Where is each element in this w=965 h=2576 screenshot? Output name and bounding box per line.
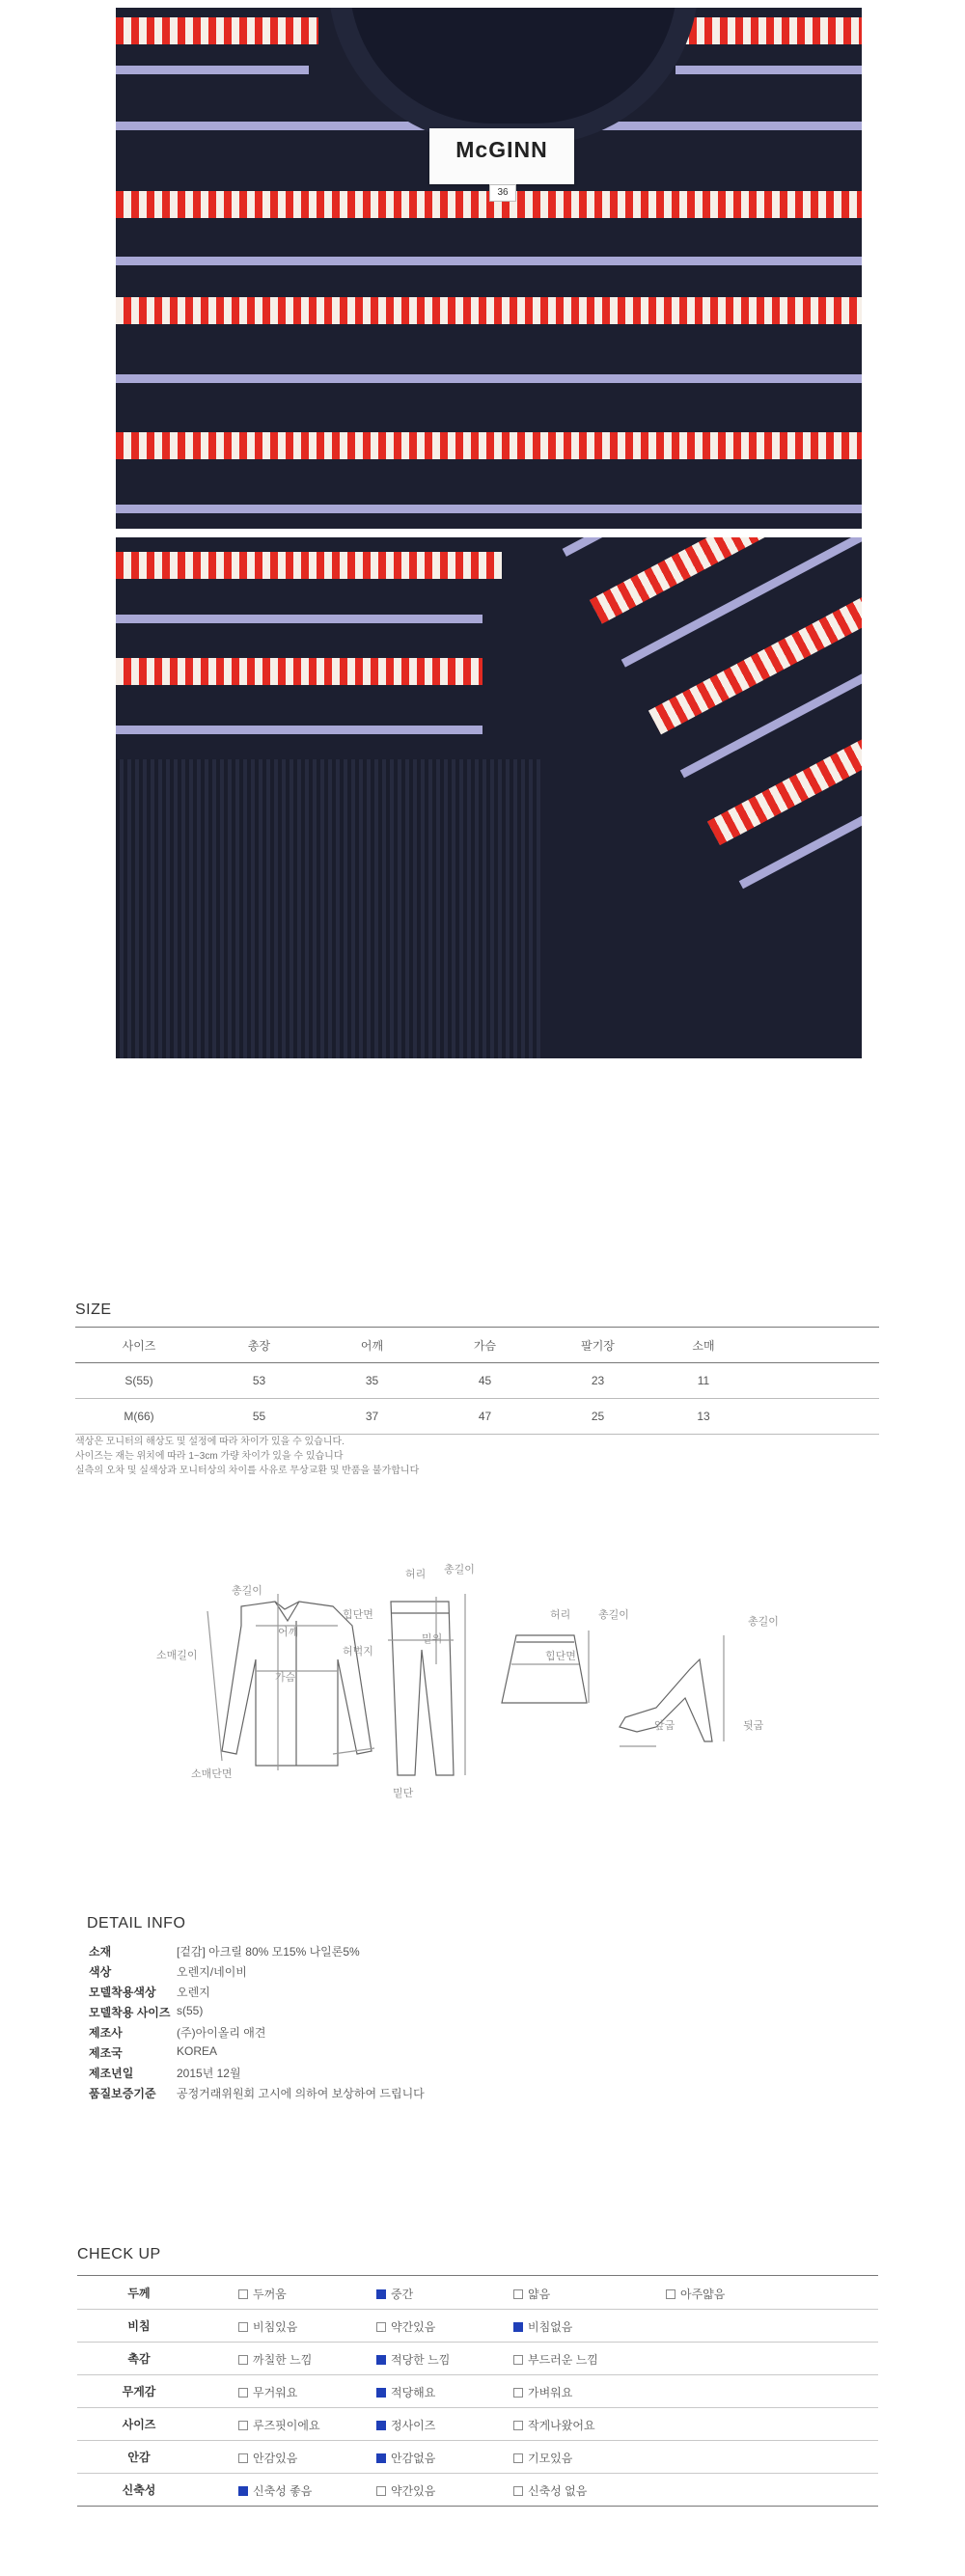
- checkup-row-lining: [77, 2440, 878, 2474]
- checkup-option[interactable]: [513, 2482, 587, 2499]
- size-cell: M(66): [75, 1399, 203, 1435]
- checkup-option-label: 안감없음: [391, 2452, 436, 2465]
- size-note: 색상은 모니터의 해상도 및 설정에 따라 차이가 있을 수 있습니다.: [75, 1437, 345, 1447]
- shoe-length-label: 총길이: [748, 1616, 779, 1628]
- checkbox-icon: [238, 2388, 248, 2398]
- size-cell: S(55): [75, 1363, 203, 1399]
- detail-value: 오렌지/네이비: [177, 1965, 247, 1979]
- checkup-option-label: 비침없음: [528, 2320, 573, 2334]
- checkup-option[interactable]: [376, 2286, 413, 2302]
- size-cell-spacer: [753, 1363, 879, 1399]
- detail-value: s(55): [177, 2004, 204, 2017]
- checkup-option[interactable]: [238, 2417, 320, 2433]
- checkup-option[interactable]: [513, 2417, 595, 2433]
- checkup-row-fit: [77, 2407, 878, 2441]
- checkup-option[interactable]: [513, 2351, 598, 2368]
- detail-key: 품질보증기준: [89, 2087, 156, 2100]
- size-table-header: [75, 1328, 879, 1363]
- checkbox-icon: [376, 2486, 386, 2496]
- checkup-option[interactable]: [376, 2482, 435, 2499]
- checkup-option-label: 중간: [391, 2288, 414, 2301]
- table-row: [75, 1399, 879, 1435]
- size-cell: 37: [316, 1399, 428, 1435]
- detail-key: 색상: [89, 1965, 112, 1979]
- skirt-length-label: 총길이: [598, 1609, 629, 1621]
- checkbox-checked-icon: [376, 2355, 386, 2365]
- detail-value: (주)아이올리 애견: [177, 2026, 266, 2040]
- checkup-label: 비침: [127, 2319, 151, 2333]
- checkup-option[interactable]: [238, 2384, 297, 2400]
- checkbox-checked-icon: [376, 2388, 386, 2398]
- checkup-row-stretch: [77, 2473, 878, 2507]
- detail-section-title: DETAIL INFO: [87, 1915, 186, 1932]
- checkup-option-label: 아주얇음: [680, 2288, 726, 2301]
- checkup-option[interactable]: [513, 2318, 572, 2335]
- checkup-option-label: 비침있음: [253, 2320, 298, 2334]
- size-cell: 55: [203, 1399, 316, 1435]
- size-cell: 13: [654, 1399, 753, 1435]
- checkup-option-label: 약간있음: [391, 2484, 436, 2498]
- checkbox-icon: [513, 2421, 523, 2430]
- detail-key: 소재: [89, 1945, 112, 1959]
- checkbox-checked-icon: [376, 2289, 386, 2299]
- checkup-option-label: 가벼워요: [528, 2386, 573, 2399]
- size-col-header: 팔기장: [541, 1328, 654, 1363]
- size-notes: [75, 1435, 419, 1478]
- pants-hip-label: 힙단면: [343, 1609, 373, 1621]
- checkup-label: 안감: [127, 2451, 151, 2464]
- sleeve-cuff: [116, 759, 540, 1058]
- size-cell: 47: [428, 1399, 541, 1435]
- size-section-title: SIZE: [75, 1302, 112, 1318]
- size-cell: 53: [203, 1363, 316, 1399]
- detail-value: [겉감] 아크릴 80% 모15% 나일론5%: [177, 1945, 360, 1959]
- checkbox-icon: [513, 2486, 523, 2496]
- size-col-spacer: [753, 1328, 879, 1363]
- skirt-hip-label: 힙단면: [545, 1651, 576, 1662]
- size-col-header: 가슴: [428, 1328, 541, 1363]
- detail-key: 모델착용색상: [89, 1986, 156, 1999]
- skirt-diagram-icon: [502, 1631, 589, 1703]
- checkup-option[interactable]: [376, 2351, 450, 2368]
- checkup-label: 무게감: [122, 2385, 156, 2398]
- checkup-option-label: 두꺼움: [253, 2288, 287, 2301]
- size-cell-spacer: [753, 1399, 879, 1435]
- shirt-chest-label: 가슴: [275, 1672, 296, 1684]
- checkup-option[interactable]: [513, 2384, 572, 2400]
- checkup-option-label: 약간있음: [391, 2320, 436, 2334]
- checkup-option[interactable]: [238, 2286, 287, 2302]
- checkbox-icon: [238, 2453, 248, 2463]
- size-col-header: 어깨: [316, 1328, 428, 1363]
- detail-value: 오렌지: [177, 1986, 210, 1999]
- checkbox-checked-icon: [376, 2421, 386, 2430]
- checkup-option[interactable]: [376, 2318, 435, 2335]
- checkbox-icon: [238, 2421, 248, 2430]
- checkbox-icon: [376, 2322, 386, 2332]
- size-cell: 11: [654, 1363, 753, 1399]
- size-tag-text: 36: [489, 184, 516, 202]
- checkup-option[interactable]: [513, 2450, 572, 2466]
- table-row: [75, 1363, 879, 1399]
- pants-thigh-label: 허벅지: [343, 1646, 373, 1658]
- brand-tag-text: McGINN: [455, 137, 548, 162]
- checkup-row-sheerness: [77, 2309, 878, 2343]
- product-photo-neckline: [116, 8, 862, 529]
- checkup-row-texture: [77, 2342, 878, 2375]
- checkbox-icon: [513, 2355, 523, 2365]
- checkup-option[interactable]: [376, 2417, 435, 2433]
- product-photo-sleeve: [116, 537, 862, 1058]
- checkup-option[interactable]: [376, 2450, 435, 2466]
- checkup-label: 두께: [127, 2287, 151, 2300]
- checkup-option[interactable]: [238, 2482, 312, 2499]
- size-note: 실측의 오차 및 실색상과 모니터상의 차이를 사유로 무상교환 및 반품을 불가합니다: [75, 1466, 420, 1476]
- checkup-option-label: 작게나왔어요: [528, 2419, 595, 2432]
- checkup-option-label: 루즈핏이에요: [253, 2419, 320, 2432]
- detail-key: 제조국: [89, 2046, 123, 2060]
- size-cell: 23: [541, 1363, 654, 1399]
- detail-value: 공정거래위원회 고시에 의하여 보상하여 드립니다: [177, 2087, 425, 2100]
- detail-value: 2015년 12월: [177, 2067, 241, 2080]
- checkbox-checked-icon: [238, 2486, 248, 2496]
- detail-key: 제조년일: [89, 2067, 134, 2080]
- detail-value: KOREA: [177, 2044, 218, 2058]
- shirt-sleeve-label: 소매길이: [156, 1650, 198, 1661]
- checkup-option-label: 얇음: [528, 2288, 551, 2301]
- skirt-waist-label: 허리: [550, 1609, 571, 1621]
- size-col-header: 총장: [203, 1328, 316, 1363]
- checkup-option[interactable]: [238, 2318, 297, 2335]
- checkup-label: 사이즈: [122, 2418, 156, 2431]
- shirt-length-label: 총길이: [232, 1585, 262, 1597]
- size-cell: 35: [316, 1363, 428, 1399]
- checkbox-icon: [238, 2322, 248, 2332]
- shoe-front-label: 앞굽: [654, 1720, 676, 1732]
- checkbox-icon: [238, 2355, 248, 2365]
- size-col-header: 소매: [654, 1328, 753, 1363]
- checkup-option[interactable]: [376, 2384, 435, 2400]
- checkup-option[interactable]: [238, 2351, 312, 2368]
- pants-rise-label: 밑위: [422, 1633, 443, 1645]
- checkup-option-label: 신축성 좋음: [253, 2484, 313, 2498]
- size-cell: 25: [541, 1399, 654, 1435]
- pants-waist-label: 허리: [405, 1569, 427, 1580]
- checkbox-checked-icon: [513, 2322, 523, 2332]
- detail-key: 모델착용 사이즈: [89, 2006, 171, 2019]
- size-cell: 45: [428, 1363, 541, 1399]
- checkup-option-label: 신축성 없음: [528, 2484, 588, 2498]
- brand-tag: [429, 128, 574, 198]
- checkup-option-label: 까칠한 느낌: [253, 2353, 313, 2367]
- checkup-section-title: CHECK UP: [77, 2246, 161, 2262]
- checkup-row-thickness: [77, 2276, 878, 2310]
- checkup-option-label: 정사이즈: [391, 2419, 436, 2432]
- checkup-label: 촉감: [127, 2352, 151, 2366]
- shoe-heel-label: 뒷굽: [743, 1720, 764, 1732]
- checkbox-icon: [513, 2453, 523, 2463]
- shirt-shoulder-label: 어깨: [278, 1627, 299, 1638]
- size-note: 사이즈는 재는 위치에 따라 1~3cm 가량 차이가 있을 수 있습니다: [75, 1451, 344, 1462]
- checkup-option-label: 기모있음: [528, 2452, 573, 2465]
- checkup-option-label: 안감있음: [253, 2452, 298, 2465]
- checkup-row-weight: [77, 2374, 878, 2408]
- checkup-option[interactable]: [666, 2286, 725, 2302]
- checkup-option-label: 무거워요: [253, 2386, 298, 2399]
- size-col-header: 사이즈: [75, 1328, 203, 1363]
- checkup-option-label: 적당해요: [391, 2386, 436, 2399]
- checkup-option-label: 적당한 느낌: [391, 2353, 451, 2367]
- pants-length-label: 총길이: [444, 1564, 475, 1576]
- size-table: [75, 1327, 879, 1435]
- pants-diagram-icon: [388, 1594, 465, 1775]
- checkbox-icon: [513, 2289, 523, 2299]
- checkbox-icon: [238, 2289, 248, 2299]
- detail-key: 제조사: [89, 2026, 123, 2040]
- checkup-option[interactable]: [513, 2286, 550, 2302]
- checkup-option-label: 부드러운 느낌: [528, 2353, 598, 2367]
- checkbox-icon: [666, 2289, 676, 2299]
- pants-hem-label: 밑단: [393, 1788, 414, 1799]
- shirt-cuff-label: 소매단면: [191, 1768, 233, 1780]
- checkup-option[interactable]: [238, 2450, 297, 2466]
- checkup-label: 신축성: [122, 2483, 156, 2497]
- checkbox-icon: [513, 2388, 523, 2398]
- checkbox-checked-icon: [376, 2453, 386, 2463]
